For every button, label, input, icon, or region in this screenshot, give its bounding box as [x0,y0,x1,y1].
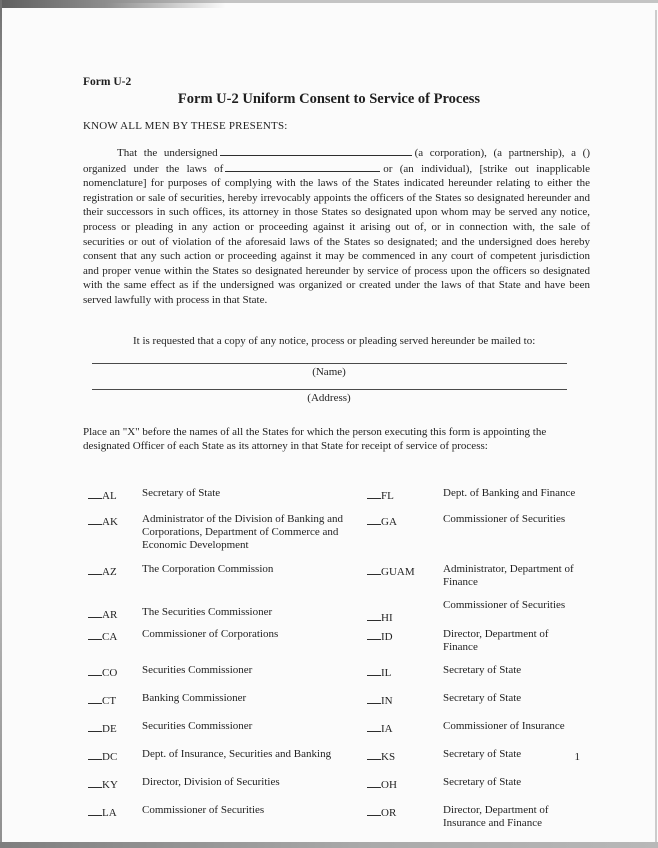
state-code: LA [102,806,117,819]
state-code: DE [102,722,117,735]
consent-text-part2: (a corporation), (a partnership), a () organized under the laws of [83,147,590,175]
state-code-cell [367,628,443,644]
state-row-ca-id [88,628,658,654]
x-line-or[interactable] [367,804,381,816]
x-line-hi[interactable] [367,609,381,621]
consent-text-part1: That the undersigned [117,147,218,159]
state-code: CT [102,694,117,707]
state-row-az-guam [88,563,658,589]
state-officer: The Corporation Commission [142,562,274,575]
x-line-fl[interactable] [367,487,381,499]
x-line-in[interactable] [367,692,381,704]
x-line-ca[interactable] [88,628,102,640]
state-officer: Commissioner of Securities [443,512,566,525]
state-code-cell [367,804,443,820]
address-input-line[interactable] [92,389,567,390]
state-code-cell [88,487,142,503]
state-code-cell [88,606,142,622]
state-officer: Director, Department of Finance [443,627,549,653]
x-placement-instructions: Place an "X" before the names of all the States for which the person executing this form is appointing the designated Officer of each State as its attorney in that State for receipt of service of process: [83,425,547,453]
scan-edge-left [0,0,2,848]
state-row-ky-oh [88,776,658,792]
state-row-ak-ga [88,513,658,552]
state-code-cell [367,776,443,792]
state-code-cell [367,664,443,680]
address-field-label: (Address) [307,391,351,404]
x-line-al[interactable] [88,487,102,499]
state-code: GUAM [381,565,415,578]
state-code-cell [88,776,142,792]
state-officer: Secretary of State [443,747,522,760]
state-officer: Securities Commissioner [142,719,253,732]
state-officer: Banking Commissioner [142,691,247,704]
state-officer: Secretary of State [443,663,522,676]
scan-edge-bottom [0,842,658,848]
state-row-de-ia [88,720,658,736]
state-code-cell [367,692,443,708]
state-row-la-or [88,804,658,830]
state-code: AR [102,608,118,621]
state-row-ar-hi [88,598,658,624]
state-code-cell [88,720,142,736]
state-code-cell [88,664,142,680]
x-line-id[interactable] [367,628,381,640]
state-officer: Dept. of Banking and Finance [443,486,576,499]
state-code: AK [102,515,118,528]
state-code-cell [367,487,443,503]
state-code-cell [88,748,142,764]
state-code-cell [88,628,142,644]
state-row-al-fl [88,487,658,503]
laws-of-state-blank[interactable] [225,161,380,172]
x-line-az[interactable] [88,563,102,575]
state-officer: Commissioner of Securities [443,598,566,611]
state-code: DC [102,750,118,763]
state-code: ID [381,630,393,643]
state-row-ct-in [88,692,658,708]
x-line-ks[interactable] [367,748,381,760]
x-line-ia[interactable] [367,720,381,732]
state-code: IL [381,666,392,679]
x-line-dc[interactable] [88,748,102,760]
x-line-ky[interactable] [88,776,102,788]
name-input-line[interactable] [92,363,567,364]
x-line-oh[interactable] [367,776,381,788]
state-officer: Securities Commissioner [142,663,253,676]
state-code-cell [367,748,443,764]
state-code-cell [367,513,443,529]
x-line-co[interactable] [88,664,102,676]
state-officer: Director, Division of Securities [142,775,280,788]
state-code: OH [381,778,397,791]
page-number: 1 [574,751,580,763]
state-officer: Secretary of State [443,691,522,704]
state-officer: Director, Department of Insurance and Finance [443,803,549,829]
state-officer: The Securities Commissioner [142,605,273,618]
form-number-label: Form U-2 [83,76,132,88]
page-title: Form U-2 Uniform Consent to Service of Process [177,91,481,107]
x-line-de[interactable] [88,720,102,732]
x-line-guam[interactable] [367,563,381,575]
state-code-cell [88,804,142,820]
name-field-label: (Name) [312,365,346,378]
state-code-cell [367,609,443,625]
consent-paragraph [83,145,590,308]
state-code-cell [88,692,142,708]
state-code: FL [381,489,394,502]
state-officer: Secretary of State [142,486,221,499]
salutation-line: KNOW ALL MEN BY THESE PRESENTS: [83,120,288,132]
x-line-la[interactable] [88,804,102,816]
state-officer: Dept. of Insurance, Securities and Banking [142,747,332,760]
state-officer: Administrator of the Division of Banking and Corporations, Department of Commerce and Economic Development [142,512,344,551]
state-officer: Commissioner of Insurance [443,719,565,732]
state-code: OR [381,806,397,819]
state-officer: Administrator, Department of Finance [443,562,574,588]
scan-edge-top-left [0,0,235,8]
x-line-ak[interactable] [88,513,102,525]
scan-edge-right [655,10,657,842]
state-officer: Secretary of State [443,775,522,788]
state-code: IN [381,694,393,707]
state-code-cell [88,513,142,529]
state-code: CO [102,666,118,679]
x-line-ga[interactable] [367,513,381,525]
state-code: AZ [102,565,117,578]
state-code: CA [102,630,118,643]
state-code: HI [381,611,393,624]
state-officer: Commissioner of Securities [142,803,265,816]
state-officer: Commissioner of Corporations [142,627,279,640]
states-table [0,487,658,830]
x-line-ct[interactable] [88,692,102,704]
consent-text-part3: or (an individual), [strike out inapplicable nomenclature] for purposes of complying with the laws of the States indicated hereunder relating to either the registration or sale of securities, hereby irrevocably appoints the officers of the States so designated hereunder and their successors in such offices, its attorney in those States so designated upon whom may be served any notice, process or pleading in any action or proceeding against it arising out of, or in connection with, the sale of securities or out of violation of the aforesaid laws of the States so designated; and the undersigned does hereby consent that any such action or proceeding against it may be commenced in any court of competent jurisdiction and proper venue within the States so designated hereunder by service of process upon the officers so designated with the same effect as if the undersigned was organized or created under the laws of that State and have been served lawfully with process in that State. [83,162,591,306]
state-row-co-il [88,664,658,680]
x-line-ar[interactable] [88,606,102,618]
state-code: KS [381,750,396,763]
state-code-cell [367,563,443,579]
x-line-il[interactable] [367,664,381,676]
state-code-cell [367,720,443,736]
state-code: AL [102,489,117,502]
state-code: GA [381,515,397,528]
state-code: KY [102,778,118,791]
undersigned-name-blank[interactable] [220,145,412,156]
state-code: IA [381,722,393,735]
mailing-request-line: It is requested that a copy of any notice, process or pleading served hereunder be mailed to: [133,334,536,347]
state-code-cell [88,563,142,579]
state-row-dc-ks [88,748,658,764]
